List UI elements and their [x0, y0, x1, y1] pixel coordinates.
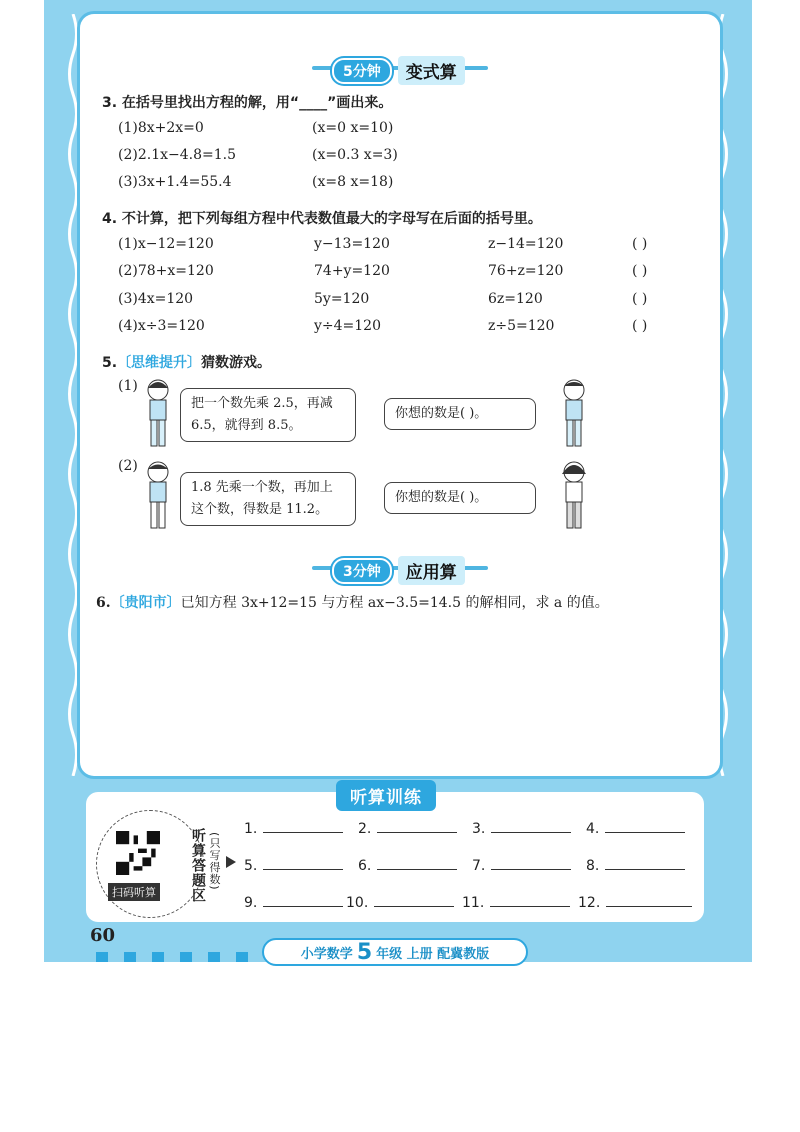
q4-answer-4[interactable]: ( ): [632, 318, 648, 334]
q4-a-3: (3)4x=120: [118, 291, 194, 307]
girl-illustration: [140, 378, 176, 452]
q3-eq-2: (2)2.1x−4.8=1.5: [118, 147, 236, 163]
edition-label: 年级 上册 配冀教版: [376, 946, 490, 962]
question-4-title: 4. 不计算，把下列每组方程中代表数值最大的字母写在后面的括号里。: [102, 211, 542, 227]
q4-a-1: (1)x−12=120: [118, 236, 214, 252]
blank-label: 8.: [586, 858, 600, 874]
q4-answer-3[interactable]: ( ): [632, 291, 648, 307]
answer-blank-4[interactable]: [586, 818, 685, 837]
blank-label: 2.: [358, 821, 372, 837]
blank-label: 1.: [244, 821, 258, 837]
answer-blank-7[interactable]: [472, 855, 571, 874]
blank-label: 4.: [586, 821, 600, 837]
q3-options-3[interactable]: (x=8 x=18): [312, 174, 394, 190]
answer-blank-1[interactable]: [244, 818, 343, 837]
q4-b-1: y−13=120: [314, 236, 390, 252]
q4-c-3: 6z=120: [488, 291, 543, 307]
blank-label: 5.: [244, 858, 258, 874]
answer-area-label: 听算答题区: [190, 828, 206, 903]
q4-answer-1[interactable]: ( ): [632, 236, 648, 252]
section-name: 变式算: [398, 56, 465, 85]
listening-title: 听算训练: [336, 780, 436, 811]
q4-c-2: 76+z=120: [488, 263, 564, 279]
answer-blank-8[interactable]: [586, 855, 685, 874]
answer-blank-3[interactable]: [472, 818, 571, 837]
answer-blank-9[interactable]: [244, 892, 343, 911]
answer-blank-5[interactable]: [244, 855, 343, 874]
question-text: 猜数游戏。: [201, 355, 272, 371]
girl-illustration-2: [556, 460, 592, 534]
wave-border-left: [66, 14, 80, 776]
blank-label: 7.: [472, 858, 486, 874]
answer-blank-10[interactable]: [346, 892, 454, 911]
q3-options-2[interactable]: (x=0.3 x=3): [312, 147, 398, 163]
question-5-title: [102, 352, 271, 372]
q4-b-3: 5y=120: [314, 291, 370, 307]
answer-blank-11[interactable]: [462, 892, 570, 911]
section-name-2: 应用算: [398, 556, 465, 585]
edge-tabs: [96, 952, 248, 962]
q5-label-1: (1): [118, 378, 138, 394]
blank-label: 3.: [472, 821, 486, 837]
answer-blank-2[interactable]: [358, 818, 457, 837]
section-header-1: [332, 56, 465, 85]
answer-blank-6[interactable]: [358, 855, 457, 874]
speech-bubble-left-1: 把一个数先乘 2.5，再减 6.5，就得到 8.5。: [180, 388, 356, 442]
answer-blank-12[interactable]: [578, 892, 692, 911]
question-6: [96, 592, 609, 612]
q4-c-4: z÷5=120: [488, 318, 555, 334]
speech-bubble-left-2: 1.8 先乘一个数，再加上这个数，得数是 11.2。: [180, 472, 356, 526]
blank-label: 10.: [346, 895, 369, 911]
blank-label: 12.: [578, 895, 601, 911]
qr-code-icon[interactable]: [116, 831, 160, 875]
speech-bubble-right-1[interactable]: 你想的数是( )。: [384, 398, 536, 430]
question-number-6: 6.: [96, 595, 111, 611]
question-tag: 〔思维提升〕: [117, 355, 202, 371]
q4-b-2: 74+y=120: [314, 263, 390, 279]
q3-eq-1: (1)8x+2x=0: [118, 120, 204, 136]
section-header-2: [332, 556, 465, 585]
boy-illustration-2: [140, 460, 176, 534]
time-badge: 5分钟: [332, 58, 392, 84]
question-tag-6: 〔贵阳市〕: [110, 595, 181, 611]
q4-a-2: (2)78+x=120: [118, 263, 214, 279]
subject-label: 小学数学: [300, 946, 353, 962]
question-6-text: 已知方程 3x+12=15 与方程 ax−3.5=14.5 的解相同，求 a 的值。: [180, 595, 609, 611]
question-3-title: 3. 在括号里找出方程的解，用“____”画出来。: [102, 95, 393, 111]
q3-options-1[interactable]: (x=0 x=10): [312, 120, 394, 136]
book-info: [262, 938, 528, 966]
arrow-right-icon: [226, 856, 236, 868]
page-number: 60: [90, 925, 116, 946]
q4-a-4: (4)x÷3=120: [118, 318, 205, 334]
q4-b-4: y÷4=120: [314, 318, 381, 334]
blank-label: 6.: [358, 858, 372, 874]
scan-label: 扫码听算: [108, 883, 160, 901]
answer-area-note: (只写得数): [208, 832, 221, 891]
q3-eq-3: (3)3x+1.4=55.4: [118, 174, 232, 190]
grade-number: 5: [356, 939, 373, 965]
blank-label: 11.: [462, 895, 485, 911]
question-number: 5.: [102, 355, 118, 371]
q4-c-1: z−14=120: [488, 236, 564, 252]
blank-label: 9.: [244, 895, 258, 911]
time-badge-2: 3分钟: [332, 558, 392, 584]
speech-bubble-right-2[interactable]: 你想的数是( )。: [384, 482, 536, 514]
q4-answer-2[interactable]: ( ): [632, 263, 648, 279]
boy-illustration: [556, 378, 592, 452]
q5-label-2: (2): [118, 458, 138, 474]
